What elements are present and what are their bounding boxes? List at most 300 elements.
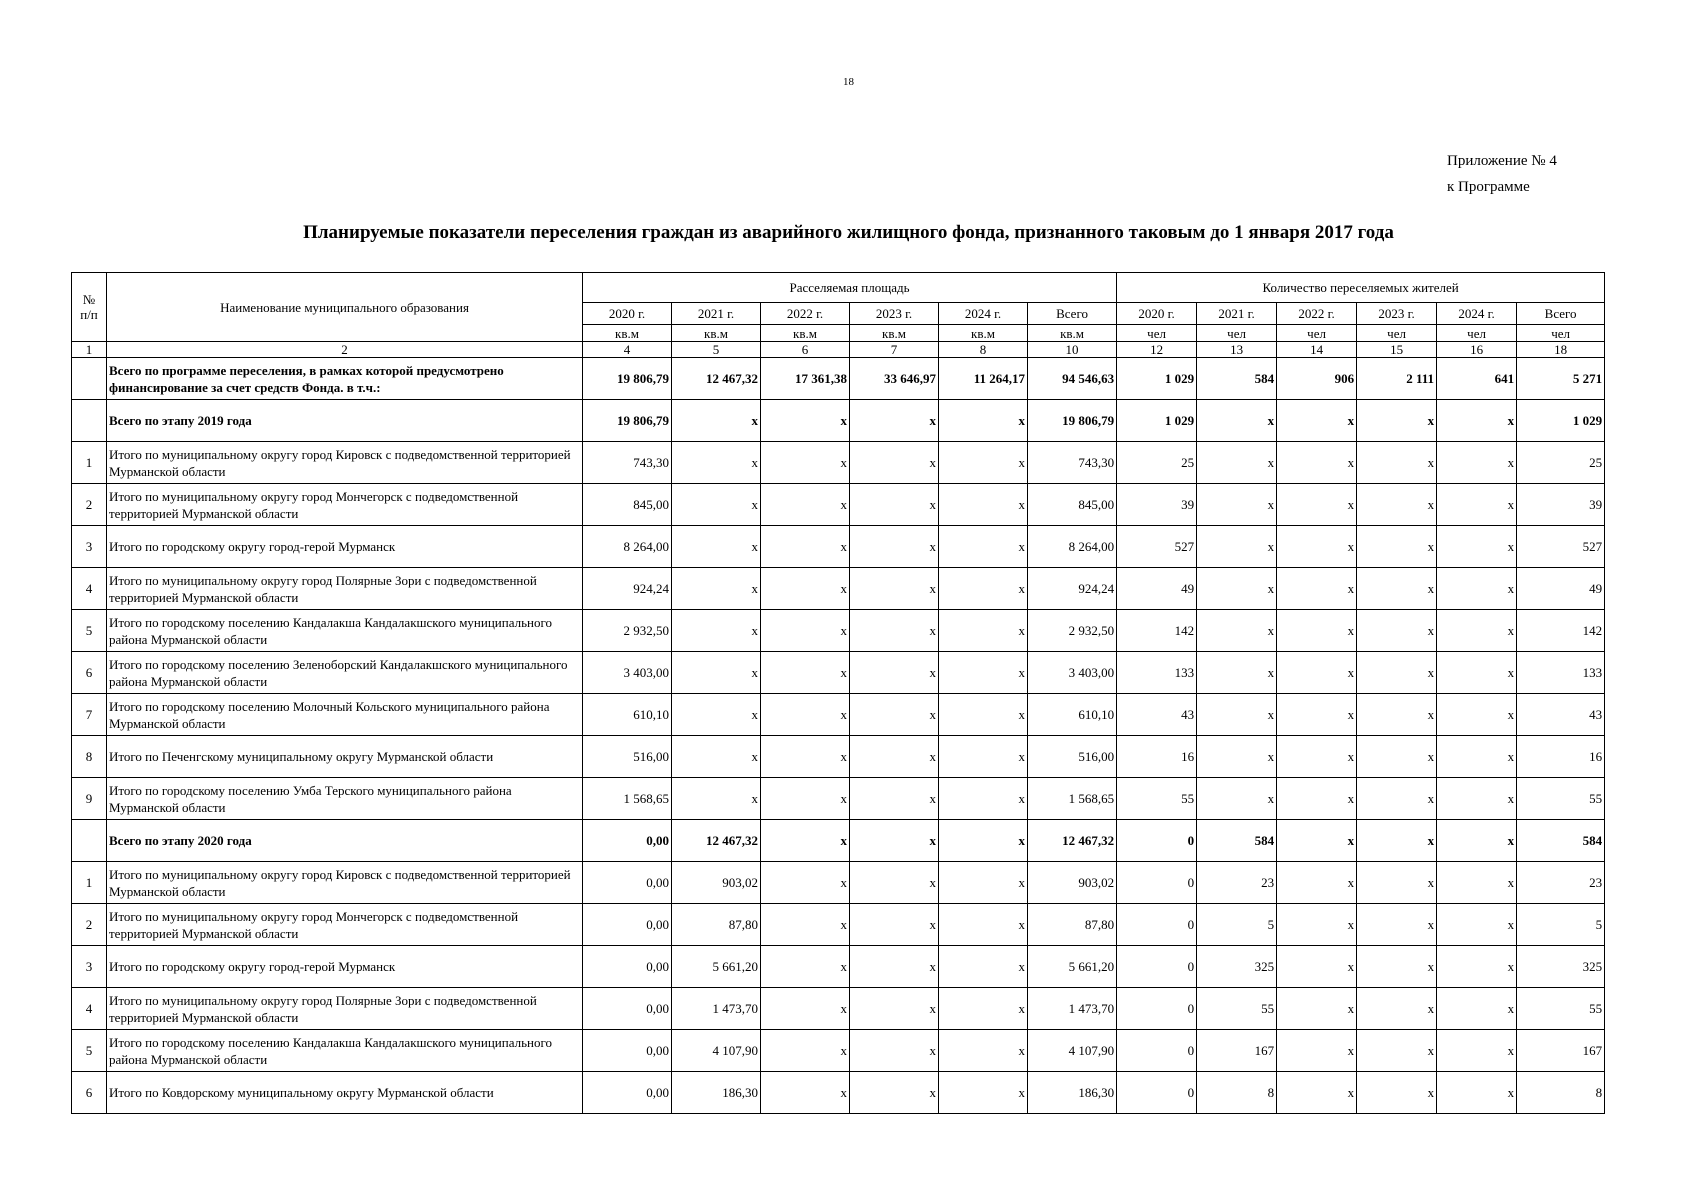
- row-value-cell: 186,30: [672, 1072, 761, 1114]
- row-value-cell: x: [761, 1072, 850, 1114]
- row-value-cell: x: [672, 610, 761, 652]
- row-value-cell: x: [1357, 400, 1437, 442]
- header-people-year-4: 2024 г.: [1437, 303, 1517, 325]
- row-value-cell: x: [1357, 568, 1437, 610]
- row-municipality-name: Итого по городскому округу город-герой Мурманск: [107, 946, 583, 988]
- row-value-cell: 12 467,32: [672, 358, 761, 400]
- row-value-cell: 142: [1117, 610, 1197, 652]
- row-value-cell: x: [1197, 526, 1277, 568]
- header-area-year-4: 2024 г.: [939, 303, 1028, 325]
- row-value-cell: x: [939, 442, 1028, 484]
- row-value-cell: x: [850, 442, 939, 484]
- row-municipality-name: Всего по этапу 2020 года: [107, 820, 583, 862]
- row-municipality-name: Итого по городскому поселению Кандалакша Кандалакшского муниципального района Мурманской области: [107, 610, 583, 652]
- row-index: [72, 358, 107, 400]
- row-value-cell: x: [1437, 946, 1517, 988]
- row-value-cell: x: [939, 1072, 1028, 1114]
- row-value-cell: x: [1357, 946, 1437, 988]
- table-total-row: [72, 820, 1605, 862]
- row-value-cell: x: [1277, 736, 1357, 778]
- row-value-cell: x: [939, 484, 1028, 526]
- row-value-cell: 903,02: [1028, 862, 1117, 904]
- row-municipality-name: Итого по Печенгскому муниципальному округу Мурманской области: [107, 736, 583, 778]
- row-index: 2: [72, 484, 107, 526]
- row-value-cell: 0: [1117, 862, 1197, 904]
- row-value-cell: 43: [1517, 694, 1605, 736]
- row-municipality-name: Итого по городскому поселению Кандалакша Кандалакшского муниципального района Мурманской области: [107, 1030, 583, 1072]
- row-value-cell: 0: [1117, 904, 1197, 946]
- row-value-cell: x: [1277, 778, 1357, 820]
- header-area-group: Расселяемая площадь: [583, 273, 1117, 303]
- row-value-cell: x: [761, 694, 850, 736]
- row-value-cell: 845,00: [583, 484, 672, 526]
- row-value-cell: x: [939, 820, 1028, 862]
- row-value-cell: x: [1357, 862, 1437, 904]
- row-index: 3: [72, 946, 107, 988]
- header-area-unit: кв.м: [583, 325, 672, 342]
- row-value-cell: x: [850, 652, 939, 694]
- row-value-cell: x: [1277, 904, 1357, 946]
- row-municipality-name: Всего по этапу 2019 года: [107, 400, 583, 442]
- header-column-number-0: 1: [72, 342, 107, 358]
- header-column-number-2: 4: [583, 342, 672, 358]
- row-value-cell: 610,10: [1028, 694, 1117, 736]
- row-value-cell: x: [672, 442, 761, 484]
- row-value-cell: x: [1437, 568, 1517, 610]
- row-value-cell: 8: [1517, 1072, 1605, 1114]
- row-municipality-name: Итого по муниципальному округу город Мончегорск с подведомственной территорией Мурманской области: [107, 904, 583, 946]
- row-value-cell: 5 661,20: [1028, 946, 1117, 988]
- row-value-cell: x: [850, 862, 939, 904]
- row-value-cell: x: [939, 736, 1028, 778]
- row-value-cell: x: [1437, 442, 1517, 484]
- row-value-cell: x: [1357, 904, 1437, 946]
- row-value-cell: x: [761, 484, 850, 526]
- row-value-cell: 0,00: [583, 1030, 672, 1072]
- row-value-cell: x: [850, 484, 939, 526]
- row-value-cell: x: [672, 400, 761, 442]
- row-municipality-name: Всего по программе переселения, в рамках которой предусмотрено финансирование за счет средств Фонда. в т.ч.:: [107, 358, 583, 400]
- row-value-cell: 0,00: [583, 988, 672, 1030]
- row-value-cell: x: [1277, 526, 1357, 568]
- row-value-cell: x: [672, 484, 761, 526]
- table-row: [72, 1030, 1605, 1072]
- table-row: [72, 1072, 1605, 1114]
- row-value-cell: x: [850, 904, 939, 946]
- row-value-cell: 516,00: [583, 736, 672, 778]
- row-value-cell: 16: [1517, 736, 1605, 778]
- header-column-number-12: 16: [1437, 342, 1517, 358]
- row-value-cell: 0,00: [583, 820, 672, 862]
- header-area-unit: кв.м: [672, 325, 761, 342]
- header-column-number-11: 15: [1357, 342, 1437, 358]
- row-value-cell: x: [761, 568, 850, 610]
- row-value-cell: x: [1277, 442, 1357, 484]
- row-value-cell: x: [1197, 736, 1277, 778]
- row-value-cell: 5 271: [1517, 358, 1605, 400]
- row-value-cell: x: [850, 778, 939, 820]
- row-value-cell: 0,00: [583, 862, 672, 904]
- row-index: 5: [72, 610, 107, 652]
- row-value-cell: x: [939, 778, 1028, 820]
- row-value-cell: x: [850, 736, 939, 778]
- row-value-cell: 1 473,70: [1028, 988, 1117, 1030]
- row-value-cell: 55: [1117, 778, 1197, 820]
- row-value-cell: 3 403,00: [583, 652, 672, 694]
- row-value-cell: 924,24: [583, 568, 672, 610]
- row-value-cell: x: [1357, 442, 1437, 484]
- row-value-cell: 142: [1517, 610, 1605, 652]
- row-value-cell: 186,30: [1028, 1072, 1117, 1114]
- table-row: [72, 988, 1605, 1030]
- row-value-cell: x: [850, 820, 939, 862]
- row-value-cell: 8 264,00: [1028, 526, 1117, 568]
- row-value-cell: 1 029: [1517, 400, 1605, 442]
- table-row: [72, 610, 1605, 652]
- row-value-cell: 903,02: [672, 862, 761, 904]
- header-column-number-10: 14: [1277, 342, 1357, 358]
- row-value-cell: x: [761, 526, 850, 568]
- row-value-cell: 0,00: [583, 946, 672, 988]
- row-value-cell: x: [672, 736, 761, 778]
- row-value-cell: 12 467,32: [672, 820, 761, 862]
- header-people-unit: чел: [1197, 325, 1277, 342]
- row-value-cell: 33 646,97: [850, 358, 939, 400]
- row-value-cell: x: [1197, 778, 1277, 820]
- row-municipality-name: Итого по муниципальному округу город Кировск с подведомственной территорией Мурманской области: [107, 862, 583, 904]
- row-value-cell: x: [1197, 652, 1277, 694]
- row-value-cell: x: [1277, 946, 1357, 988]
- row-value-cell: 743,30: [1028, 442, 1117, 484]
- row-index: 1: [72, 862, 107, 904]
- page-title: Планируемые показатели переселения граждан из аварийного жилищного фонда, признанного таковым до 1 января 2017 года: [303, 222, 1394, 243]
- row-value-cell: 0: [1117, 1030, 1197, 1072]
- row-value-cell: x: [761, 904, 850, 946]
- row-value-cell: x: [939, 610, 1028, 652]
- header-row-groups: [72, 273, 1605, 303]
- header-area-year-0: 2020 г.: [583, 303, 672, 325]
- row-value-cell: x: [672, 778, 761, 820]
- row-value-cell: x: [939, 526, 1028, 568]
- row-value-cell: 906: [1277, 358, 1357, 400]
- row-value-cell: 8 264,00: [583, 526, 672, 568]
- header-name: Наименование муниципального образования: [107, 273, 583, 342]
- table-row: [72, 904, 1605, 946]
- row-value-cell: x: [1437, 1030, 1517, 1072]
- row-value-cell: 49: [1517, 568, 1605, 610]
- row-value-cell: x: [1357, 610, 1437, 652]
- row-value-cell: x: [1437, 988, 1517, 1030]
- row-value-cell: x: [939, 568, 1028, 610]
- row-value-cell: x: [1197, 484, 1277, 526]
- header-people-year-5: Всего: [1517, 303, 1605, 325]
- row-value-cell: x: [1277, 610, 1357, 652]
- header-column-number-7: 10: [1028, 342, 1117, 358]
- row-value-cell: x: [1437, 526, 1517, 568]
- header-column-number-4: 6: [761, 342, 850, 358]
- row-value-cell: 87,80: [672, 904, 761, 946]
- row-value-cell: x: [1357, 1072, 1437, 1114]
- row-value-cell: 8: [1197, 1072, 1277, 1114]
- row-value-cell: 1 568,65: [583, 778, 672, 820]
- row-value-cell: x: [1277, 484, 1357, 526]
- row-value-cell: x: [1357, 778, 1437, 820]
- row-value-cell: 584: [1197, 358, 1277, 400]
- row-value-cell: x: [1357, 526, 1437, 568]
- row-municipality-name: Итого по муниципальному округу город Полярные Зори с подведомственной территорией Мурманской области: [107, 988, 583, 1030]
- header-area-year-1: 2021 г.: [672, 303, 761, 325]
- row-value-cell: x: [761, 988, 850, 1030]
- row-value-cell: x: [850, 526, 939, 568]
- row-value-cell: 0: [1117, 1072, 1197, 1114]
- row-value-cell: x: [672, 694, 761, 736]
- row-index: 7: [72, 694, 107, 736]
- table-row: [72, 652, 1605, 694]
- row-value-cell: x: [939, 904, 1028, 946]
- row-value-cell: x: [850, 694, 939, 736]
- table-row: [72, 946, 1605, 988]
- header-people-unit: чел: [1277, 325, 1357, 342]
- row-value-cell: 94 546,63: [1028, 358, 1117, 400]
- row-value-cell: 5 661,20: [672, 946, 761, 988]
- row-value-cell: x: [939, 988, 1028, 1030]
- row-value-cell: 0,00: [583, 1072, 672, 1114]
- table-row: [72, 442, 1605, 484]
- row-value-cell: x: [1357, 484, 1437, 526]
- row-value-cell: 610,10: [583, 694, 672, 736]
- row-value-cell: 25: [1517, 442, 1605, 484]
- row-value-cell: 23: [1517, 862, 1605, 904]
- row-value-cell: 87,80: [1028, 904, 1117, 946]
- row-value-cell: x: [1277, 400, 1357, 442]
- row-index: [72, 400, 107, 442]
- row-value-cell: 2 932,50: [1028, 610, 1117, 652]
- row-value-cell: 5: [1517, 904, 1605, 946]
- header-column-number-13: 18: [1517, 342, 1605, 358]
- row-value-cell: x: [850, 1030, 939, 1072]
- row-value-cell: x: [761, 610, 850, 652]
- row-value-cell: x: [1197, 610, 1277, 652]
- page-number: 18: [843, 76, 854, 88]
- row-value-cell: x: [939, 946, 1028, 988]
- row-value-cell: x: [1197, 694, 1277, 736]
- row-index: [72, 820, 107, 862]
- row-value-cell: x: [850, 988, 939, 1030]
- row-value-cell: x: [1277, 1030, 1357, 1072]
- header-people-year-0: 2020 г.: [1117, 303, 1197, 325]
- header-people-unit: чел: [1117, 325, 1197, 342]
- row-value-cell: 516,00: [1028, 736, 1117, 778]
- row-value-cell: 325: [1517, 946, 1605, 988]
- row-value-cell: 43: [1117, 694, 1197, 736]
- row-value-cell: x: [1197, 568, 1277, 610]
- row-value-cell: x: [1357, 988, 1437, 1030]
- row-municipality-name: Итого по Ковдорскому муниципальному округу Мурманской области: [107, 1072, 583, 1114]
- row-municipality-name: Итого по муниципальному округу город Кировск с подведомственной территорией Мурманской области: [107, 442, 583, 484]
- row-value-cell: x: [1197, 400, 1277, 442]
- header-row-column-numbers: [72, 342, 1605, 358]
- row-value-cell: 1 029: [1117, 400, 1197, 442]
- row-value-cell: x: [1197, 442, 1277, 484]
- row-value-cell: x: [1437, 484, 1517, 526]
- row-value-cell: x: [1277, 988, 1357, 1030]
- row-value-cell: 4 107,90: [672, 1030, 761, 1072]
- row-value-cell: 17 361,38: [761, 358, 850, 400]
- row-value-cell: x: [939, 1030, 1028, 1072]
- row-value-cell: x: [939, 694, 1028, 736]
- row-value-cell: 924,24: [1028, 568, 1117, 610]
- row-value-cell: 743,30: [583, 442, 672, 484]
- row-value-cell: x: [761, 442, 850, 484]
- row-value-cell: x: [761, 400, 850, 442]
- row-value-cell: x: [850, 946, 939, 988]
- row-value-cell: 845,00: [1028, 484, 1117, 526]
- header-area-unit: кв.м: [939, 325, 1028, 342]
- row-municipality-name: Итого по городскому округу город-герой Мурманск: [107, 526, 583, 568]
- row-value-cell: 0,00: [583, 904, 672, 946]
- row-index: 2: [72, 904, 107, 946]
- row-value-cell: x: [939, 862, 1028, 904]
- row-value-cell: 2 932,50: [583, 610, 672, 652]
- row-value-cell: 1 473,70: [672, 988, 761, 1030]
- header-people-group: Количество переселяемых жителей: [1117, 273, 1605, 303]
- row-municipality-name: Итого по муниципальному округу город Полярные Зори с подведомственной территорией Мурманской области: [107, 568, 583, 610]
- row-value-cell: 0: [1117, 820, 1197, 862]
- header-column-number-3: 5: [672, 342, 761, 358]
- row-value-cell: 12 467,32: [1028, 820, 1117, 862]
- row-value-cell: x: [672, 568, 761, 610]
- header-area-unit: кв.м: [850, 325, 939, 342]
- header-column-number-6: 8: [939, 342, 1028, 358]
- row-value-cell: 641: [1437, 358, 1517, 400]
- row-value-cell: 1 029: [1117, 358, 1197, 400]
- row-value-cell: 167: [1517, 1030, 1605, 1072]
- row-value-cell: x: [761, 946, 850, 988]
- header-area-year-2: 2022 г.: [761, 303, 850, 325]
- row-value-cell: x: [1357, 694, 1437, 736]
- header-column-number-1: 2: [107, 342, 583, 358]
- row-value-cell: 19 806,79: [1028, 400, 1117, 442]
- row-value-cell: 11 264,17: [939, 358, 1028, 400]
- row-value-cell: x: [761, 778, 850, 820]
- row-value-cell: 0: [1117, 946, 1197, 988]
- row-index: 3: [72, 526, 107, 568]
- row-value-cell: 3 403,00: [1028, 652, 1117, 694]
- row-value-cell: x: [1437, 400, 1517, 442]
- row-value-cell: 23: [1197, 862, 1277, 904]
- row-value-cell: x: [761, 736, 850, 778]
- row-value-cell: x: [1357, 652, 1437, 694]
- header-column-number-9: 13: [1197, 342, 1277, 358]
- row-value-cell: x: [850, 1072, 939, 1114]
- row-value-cell: 325: [1197, 946, 1277, 988]
- row-value-cell: 39: [1517, 484, 1605, 526]
- row-value-cell: x: [1437, 694, 1517, 736]
- table-row: [72, 862, 1605, 904]
- row-value-cell: 16: [1117, 736, 1197, 778]
- row-value-cell: x: [761, 652, 850, 694]
- table-row: [72, 526, 1605, 568]
- row-index: 4: [72, 568, 107, 610]
- row-index: 1: [72, 442, 107, 484]
- row-value-cell: x: [761, 1030, 850, 1072]
- header-num: № п/п: [72, 273, 107, 342]
- row-value-cell: 5: [1197, 904, 1277, 946]
- row-value-cell: x: [1357, 736, 1437, 778]
- appendix-note: [1447, 148, 1557, 200]
- header-column-number-8: 12: [1117, 342, 1197, 358]
- row-value-cell: 19 806,79: [583, 358, 672, 400]
- table-row: [72, 694, 1605, 736]
- row-value-cell: 25: [1117, 442, 1197, 484]
- row-value-cell: x: [1437, 904, 1517, 946]
- row-value-cell: x: [761, 862, 850, 904]
- row-value-cell: 1 568,65: [1028, 778, 1117, 820]
- row-value-cell: 584: [1517, 820, 1605, 862]
- row-value-cell: 39: [1117, 484, 1197, 526]
- row-index: 6: [72, 652, 107, 694]
- row-value-cell: 133: [1517, 652, 1605, 694]
- row-value-cell: 527: [1517, 526, 1605, 568]
- row-value-cell: x: [1357, 820, 1437, 862]
- row-municipality-name: Итого по городскому поселению Молочный Кольского муниципального района Мурманской области: [107, 694, 583, 736]
- row-value-cell: 4 107,90: [1028, 1030, 1117, 1072]
- row-value-cell: x: [761, 820, 850, 862]
- row-value-cell: x: [1277, 652, 1357, 694]
- row-value-cell: 133: [1117, 652, 1197, 694]
- row-value-cell: x: [850, 400, 939, 442]
- header-column-number-5: 7: [850, 342, 939, 358]
- row-value-cell: x: [850, 610, 939, 652]
- row-value-cell: 55: [1517, 988, 1605, 1030]
- appendix-line-1: Приложение № 4: [1447, 153, 1557, 169]
- row-municipality-name: Итого по городскому поселению Зеленоборский Кандалакшского муниципального района Мурманской области: [107, 652, 583, 694]
- row-value-cell: x: [1437, 610, 1517, 652]
- row-value-cell: 0: [1117, 988, 1197, 1030]
- header-people-unit: чел: [1357, 325, 1437, 342]
- row-value-cell: x: [1277, 862, 1357, 904]
- row-value-cell: 527: [1117, 526, 1197, 568]
- row-value-cell: x: [1437, 820, 1517, 862]
- header-people-year-3: 2023 г.: [1357, 303, 1437, 325]
- row-value-cell: x: [1277, 694, 1357, 736]
- row-value-cell: 167: [1197, 1030, 1277, 1072]
- row-index: 8: [72, 736, 107, 778]
- row-value-cell: x: [1277, 568, 1357, 610]
- row-value-cell: x: [850, 568, 939, 610]
- header-area-year-3: 2023 г.: [850, 303, 939, 325]
- header-area-unit: кв.м: [761, 325, 850, 342]
- row-value-cell: x: [672, 526, 761, 568]
- header-people-unit: чел: [1517, 325, 1605, 342]
- row-value-cell: x: [1277, 1072, 1357, 1114]
- row-municipality-name: Итого по городскому поселению Умба Терского муниципального района Мурманской области: [107, 778, 583, 820]
- row-value-cell: x: [1437, 778, 1517, 820]
- row-value-cell: 55: [1517, 778, 1605, 820]
- row-value-cell: 55: [1197, 988, 1277, 1030]
- row-value-cell: x: [1437, 862, 1517, 904]
- header-people-year-2: 2022 г.: [1277, 303, 1357, 325]
- header-people-unit: чел: [1437, 325, 1517, 342]
- row-value-cell: x: [939, 400, 1028, 442]
- row-index: 9: [72, 778, 107, 820]
- row-value-cell: 49: [1117, 568, 1197, 610]
- header-area-year-5: Всего: [1028, 303, 1117, 325]
- appendix-line-2: к Программе: [1447, 179, 1530, 195]
- row-value-cell: x: [1357, 1030, 1437, 1072]
- row-value-cell: x: [672, 652, 761, 694]
- row-index: 5: [72, 1030, 107, 1072]
